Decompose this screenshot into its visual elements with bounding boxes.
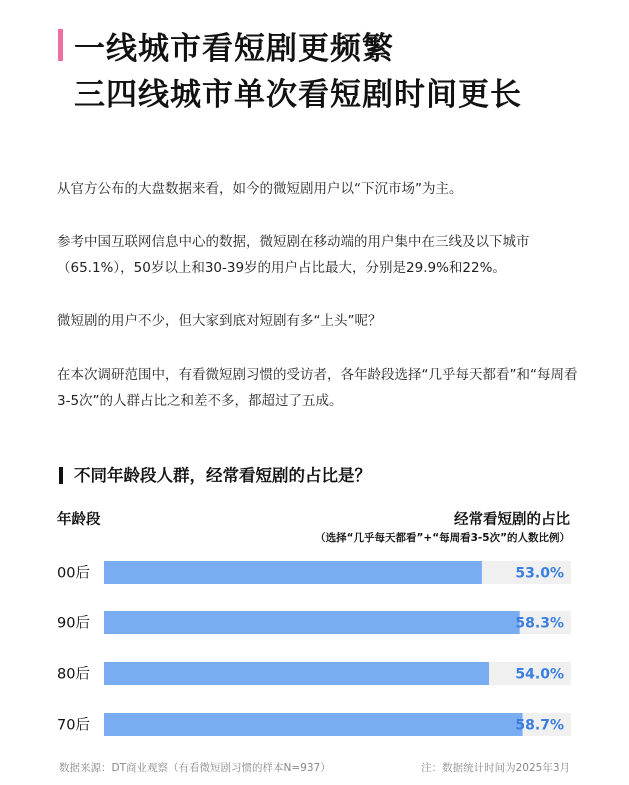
paragraph-4: 在本次调研范围中，有看微短剧习惯的受访者，各年龄段选择“几乎每天都看”和“每周看3-5次”的人群占比之和差不多，都超过了五成。	[57, 367, 578, 409]
value-label: 54.0%	[515, 666, 564, 683]
value-label: 58.7%	[515, 717, 564, 734]
bar	[104, 611, 520, 634]
chart-title: 不同年龄段人群，经常看短剧的占比是？	[74, 466, 371, 485]
bar	[104, 561, 482, 584]
category-label: 90后	[57, 615, 90, 632]
bar	[104, 662, 489, 685]
category-label: 70后	[57, 717, 90, 734]
title-line-2: 三四线城市单次看短剧时间更长	[74, 77, 522, 113]
date-note: 注：数据统计时间为2025年3月	[421, 762, 570, 774]
value-label: 58.3%	[515, 615, 564, 632]
data-source-note: 数据来源：DT商业观察（有看微短剧习惯的样本N=937）	[59, 762, 331, 774]
value-column-subheader: （选择“几乎每天都看”+“每周看3-5次”的人数比例）	[315, 532, 570, 544]
value-column-header: 经常看短剧的占比	[454, 512, 570, 528]
title-line-1: 一线城市看短剧更频繁	[74, 31, 394, 67]
paragraph-3: 微短剧的用户不少，但大家到底对短剧有多“上头”呢？	[57, 313, 382, 329]
paragraph-1: 从官方公布的大盘数据来看，如今的微短剧用户以“下沉市场”为主。	[57, 181, 463, 197]
category-column-header: 年龄段	[57, 512, 101, 528]
category-label: 00后	[57, 565, 90, 582]
bar	[104, 713, 523, 736]
category-label: 80后	[57, 666, 90, 683]
value-label: 53.0%	[515, 565, 564, 582]
paragraph-2: 参考中国互联网信息中心的数据，微短剧在移动端的用户集中在三线及以下城市（65.1%），50岁以上和30-39岁的用户占比最大，分别是29.9%和22%。	[57, 234, 530, 276]
